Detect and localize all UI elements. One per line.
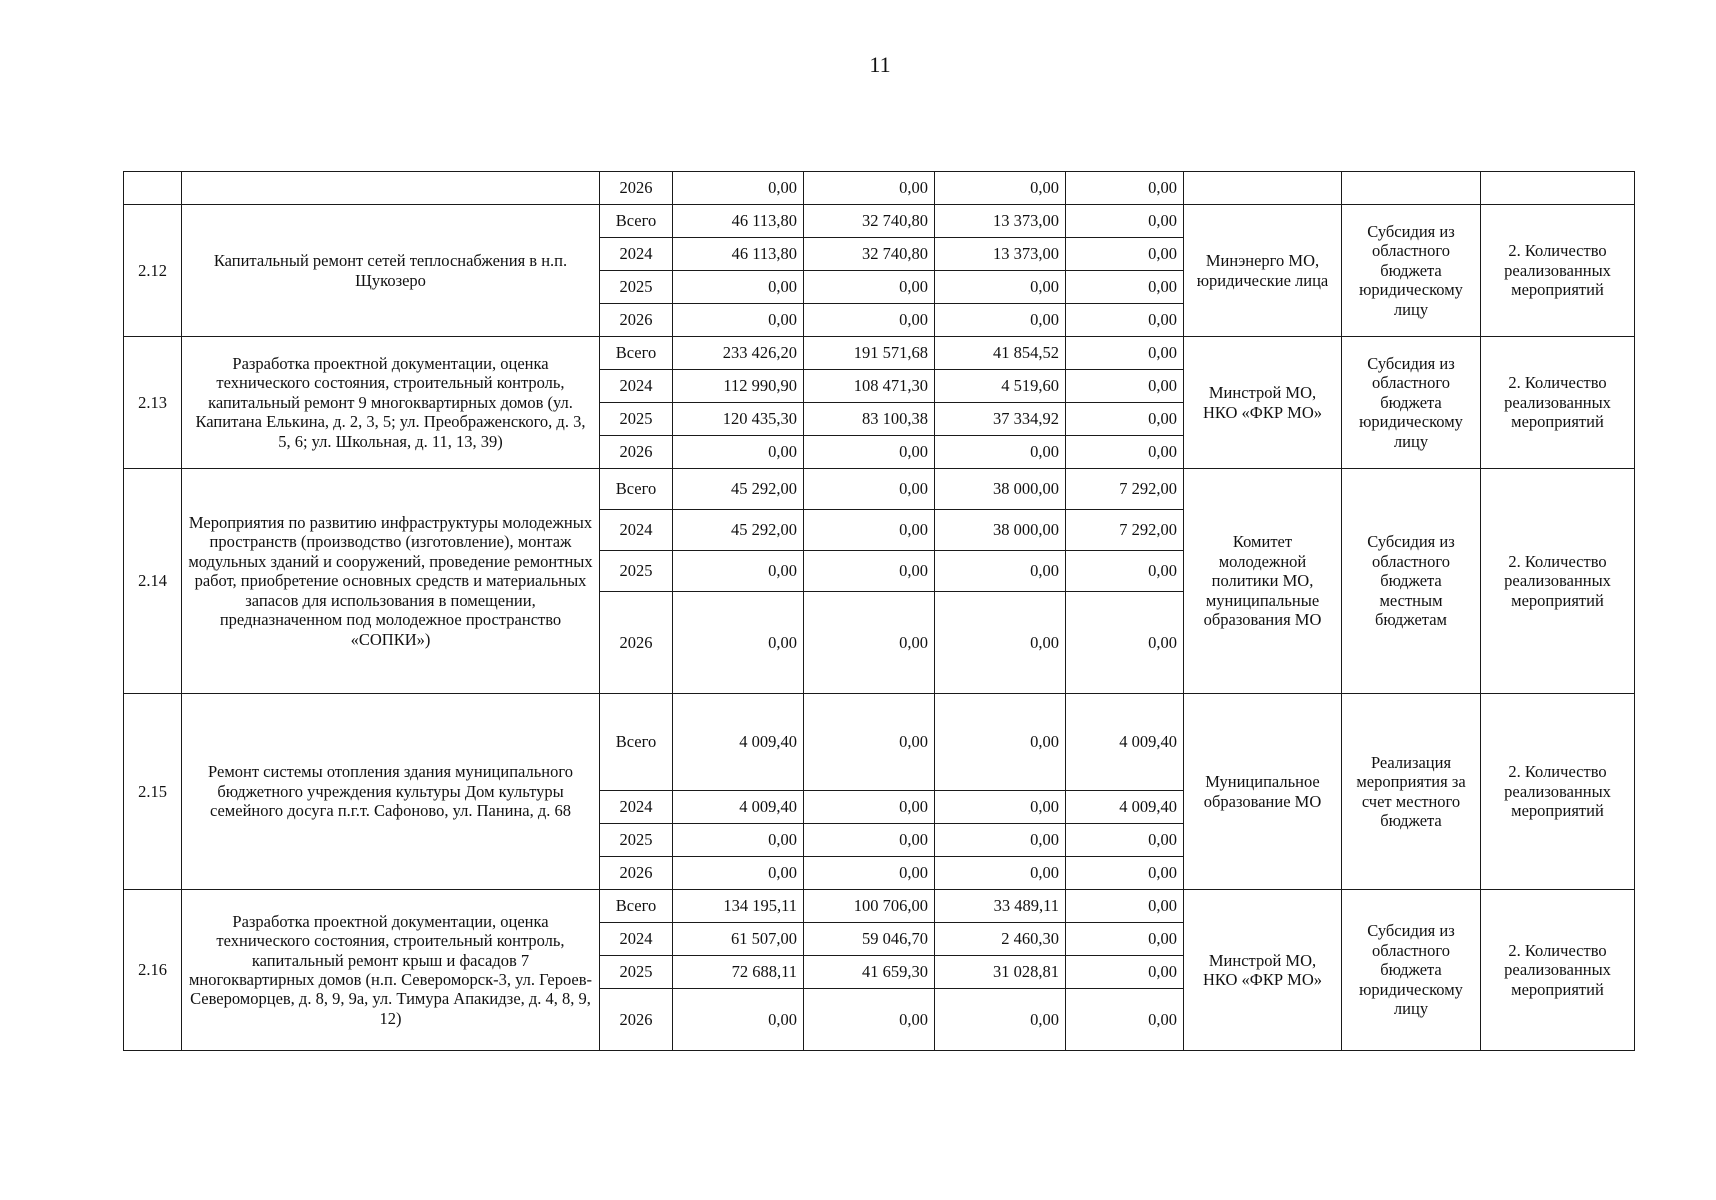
value-local-cell: 4 009,40: [1066, 791, 1184, 824]
item-number: 2.13: [124, 337, 182, 469]
value-local-cell: 7 292,00: [1066, 469, 1184, 510]
value-local-cell: 0,00: [1066, 551, 1184, 592]
value-total-cell: 46 113,80: [673, 238, 804, 271]
value-regional-cell: 0,00: [935, 172, 1066, 205]
value-regional-cell: 38 000,00: [935, 510, 1066, 551]
value-federal-cell: 0,00: [804, 694, 935, 791]
table-row: [124, 890, 1635, 923]
year-cell: 2025: [600, 956, 673, 989]
responsible-cell: Минстрой МО, НКО «ФКР МО»: [1184, 890, 1342, 1051]
year-cell: 2026: [600, 989, 673, 1051]
value-regional-cell: 0,00: [935, 304, 1066, 337]
funding-source-cell: Субсидия из областного бюджета юридическому лицу: [1342, 205, 1481, 337]
value-regional-cell: 0,00: [935, 694, 1066, 791]
value-regional-cell: 0,00: [935, 989, 1066, 1051]
value-local-cell: 0,00: [1066, 403, 1184, 436]
value-regional-cell: 0,00: [935, 857, 1066, 890]
value-local-cell: 7 292,00: [1066, 510, 1184, 551]
indicator-cell: 2. Количество реализованных мероприятий: [1481, 205, 1635, 337]
funding-source-cell: Субсидия из областного бюджета юридическому лицу: [1342, 337, 1481, 469]
value-total-cell: 45 292,00: [673, 510, 804, 551]
value-federal-cell: 0,00: [804, 824, 935, 857]
value-total-cell: 4 009,40: [673, 694, 804, 791]
value-federal-cell: 0,00: [804, 857, 935, 890]
table-row: [124, 694, 1635, 791]
carry-num-cell: [124, 172, 182, 205]
carry-ind-cell: [1481, 172, 1635, 205]
value-local-cell: 0,00: [1066, 989, 1184, 1051]
value-federal-cell: 59 046,70: [804, 923, 935, 956]
value-total-cell: 4 009,40: [673, 791, 804, 824]
responsible-cell: Муниципальное образование МО: [1184, 694, 1342, 890]
funding-source-cell: Субсидия из областного бюджета юридическому лицу: [1342, 890, 1481, 1051]
value-regional-cell: 0,00: [935, 824, 1066, 857]
value-local-cell: 0,00: [1066, 370, 1184, 403]
indicator-cell: 2. Количество реализованных мероприятий: [1481, 469, 1635, 694]
value-federal-cell: 0,00: [804, 791, 935, 824]
value-local-cell: 0,00: [1066, 205, 1184, 238]
value-local-cell: 0,00: [1066, 337, 1184, 370]
year-cell: Всего: [600, 890, 673, 923]
value-local-cell: 0,00: [1066, 304, 1184, 337]
value-local-cell: 0,00: [1066, 592, 1184, 694]
year-cell: Всего: [600, 337, 673, 370]
item-description: Ремонт системы отопления здания муниципального бюджетного учреждения культуры Дом культуры семейного досуга п.г.т. Сафоново, ул. Панина, д. 68: [182, 694, 600, 890]
item-number: 2.12: [124, 205, 182, 337]
year-cell: 2024: [600, 370, 673, 403]
item-number: 2.16: [124, 890, 182, 1051]
value-local-cell: 0,00: [1066, 923, 1184, 956]
value-total-cell: 72 688,11: [673, 956, 804, 989]
value-federal-cell: 0,00: [804, 989, 935, 1051]
value-total-cell: 112 990,90: [673, 370, 804, 403]
year-cell: 2026: [600, 304, 673, 337]
year-cell: 2024: [600, 923, 673, 956]
value-federal-cell: 32 740,80: [804, 205, 935, 238]
value-total-cell: 0,00: [673, 436, 804, 469]
table-row: [124, 469, 1635, 510]
value-total-cell: 0,00: [673, 989, 804, 1051]
value-regional-cell: 4 519,60: [935, 370, 1066, 403]
value-local-cell: 0,00: [1066, 271, 1184, 304]
value-local-cell: 0,00: [1066, 238, 1184, 271]
value-total-cell: 0,00: [673, 592, 804, 694]
responsible-cell: Минэнерго МО, юридические лица: [1184, 205, 1342, 337]
value-local-cell: 0,00: [1066, 824, 1184, 857]
year-cell: 2026: [600, 592, 673, 694]
value-total-cell: 120 435,30: [673, 403, 804, 436]
value-regional-cell: 41 854,52: [935, 337, 1066, 370]
value-federal-cell: 32 740,80: [804, 238, 935, 271]
value-total-cell: 0,00: [673, 304, 804, 337]
year-cell: Всего: [600, 205, 673, 238]
carry-over-row: [124, 172, 1635, 205]
value-regional-cell: 38 000,00: [935, 469, 1066, 510]
value-regional-cell: 2 460,30: [935, 923, 1066, 956]
responsible-cell: Комитет молодежной политики МО, муниципальные образования МО: [1184, 469, 1342, 694]
value-federal-cell: 0,00: [804, 510, 935, 551]
year-cell: 2025: [600, 271, 673, 304]
value-federal-cell: 0,00: [804, 551, 935, 592]
indicator-cell: 2. Количество реализованных мероприятий: [1481, 694, 1635, 890]
value-total-cell: 46 113,80: [673, 205, 804, 238]
indicator-cell: 2. Количество реализованных мероприятий: [1481, 337, 1635, 469]
indicator-cell: 2. Количество реализованных мероприятий: [1481, 890, 1635, 1051]
value-federal-cell: 83 100,38: [804, 403, 935, 436]
value-local-cell: 0,00: [1066, 956, 1184, 989]
value-local-cell: 0,00: [1066, 436, 1184, 469]
value-regional-cell: 13 373,00: [935, 238, 1066, 271]
year-cell: 2024: [600, 238, 673, 271]
year-cell: 2025: [600, 403, 673, 436]
value-regional-cell: 31 028,81: [935, 956, 1066, 989]
year-cell: 2024: [600, 510, 673, 551]
funding-source-cell: Реализация мероприятия за счет местного бюджета: [1342, 694, 1481, 890]
value-federal-cell: 191 571,68: [804, 337, 935, 370]
value-federal-cell: 0,00: [804, 469, 935, 510]
budget-table: [123, 171, 1635, 1051]
carry-desc-cell: [182, 172, 600, 205]
value-federal-cell: 0,00: [804, 172, 935, 205]
year-cell: 2026: [600, 172, 673, 205]
item-description: Мероприятия по развитию инфраструктуры молодежных пространств (производство (изготовление), монтаж модульных зданий и сооружений, проведение ремонтных работ, приобретение основных средств и материальных запасов для использования в помещении, предназначенном под молодежное пространство «СОПКИ»): [182, 469, 600, 694]
funding-source-cell: Субсидия из областного бюджета местным бюджетам: [1342, 469, 1481, 694]
value-regional-cell: 37 334,92: [935, 403, 1066, 436]
table-row: [124, 337, 1635, 370]
carry-src-cell: [1342, 172, 1481, 205]
page-number: 11: [869, 52, 891, 77]
value-total-cell: 134 195,11: [673, 890, 804, 923]
value-total-cell: 61 507,00: [673, 923, 804, 956]
value-regional-cell: 33 489,11: [935, 890, 1066, 923]
value-regional-cell: 0,00: [935, 592, 1066, 694]
item-number: 2.14: [124, 469, 182, 694]
value-local-cell: 0,00: [1066, 857, 1184, 890]
value-total-cell: 0,00: [673, 551, 804, 592]
item-description: Разработка проектной документации, оценка технического состояния, строительный контроль, капитальный ремонт 9 многоквартирных домов (ул. Капитана Елькина, д. 2, 3, 5; ул. Преображенского, д. 3, 5, 6; ул. Школьная, д. 11, 13, 39): [182, 337, 600, 469]
value-total-cell: 0,00: [673, 824, 804, 857]
carry-resp-cell: [1184, 172, 1342, 205]
value-federal-cell: 0,00: [804, 592, 935, 694]
value-total-cell: 0,00: [673, 172, 804, 205]
year-cell: 2026: [600, 857, 673, 890]
value-federal-cell: 100 706,00: [804, 890, 935, 923]
item-description: Капитальный ремонт сетей теплоснабжения в н.п. Щукозеро: [182, 205, 600, 337]
value-local-cell: 4 009,40: [1066, 694, 1184, 791]
value-total-cell: 233 426,20: [673, 337, 804, 370]
responsible-cell: Минстрой МО, НКО «ФКР МО»: [1184, 337, 1342, 469]
value-total-cell: 0,00: [673, 271, 804, 304]
table-row: [124, 205, 1635, 238]
year-cell: Всего: [600, 694, 673, 791]
item-number: 2.15: [124, 694, 182, 890]
value-federal-cell: 0,00: [804, 304, 935, 337]
year-cell: 2025: [600, 824, 673, 857]
item-description: Разработка проектной документации, оценка технического состояния, строительный контроль, капитальный ремонт крыш и фасадов 7 многоквартирных домов (н.п. Североморск-3, ул. Героев-Североморцев, д. 8, 9, 9а, ул. Тимура Апакидзе, д. 4, 8, 9, 12): [182, 890, 600, 1051]
value-federal-cell: 0,00: [804, 436, 935, 469]
value-regional-cell: 0,00: [935, 436, 1066, 469]
value-regional-cell: 0,00: [935, 271, 1066, 304]
year-cell: 2024: [600, 791, 673, 824]
value-federal-cell: 108 471,30: [804, 370, 935, 403]
value-local-cell: 0,00: [1066, 890, 1184, 923]
value-local-cell: 0,00: [1066, 172, 1184, 205]
value-regional-cell: 0,00: [935, 551, 1066, 592]
value-federal-cell: 0,00: [804, 271, 935, 304]
value-regional-cell: 13 373,00: [935, 205, 1066, 238]
value-total-cell: 45 292,00: [673, 469, 804, 510]
value-regional-cell: 0,00: [935, 791, 1066, 824]
value-federal-cell: 41 659,30: [804, 956, 935, 989]
value-total-cell: 0,00: [673, 857, 804, 890]
year-cell: 2025: [600, 551, 673, 592]
year-cell: Всего: [600, 469, 673, 510]
year-cell: 2026: [600, 436, 673, 469]
